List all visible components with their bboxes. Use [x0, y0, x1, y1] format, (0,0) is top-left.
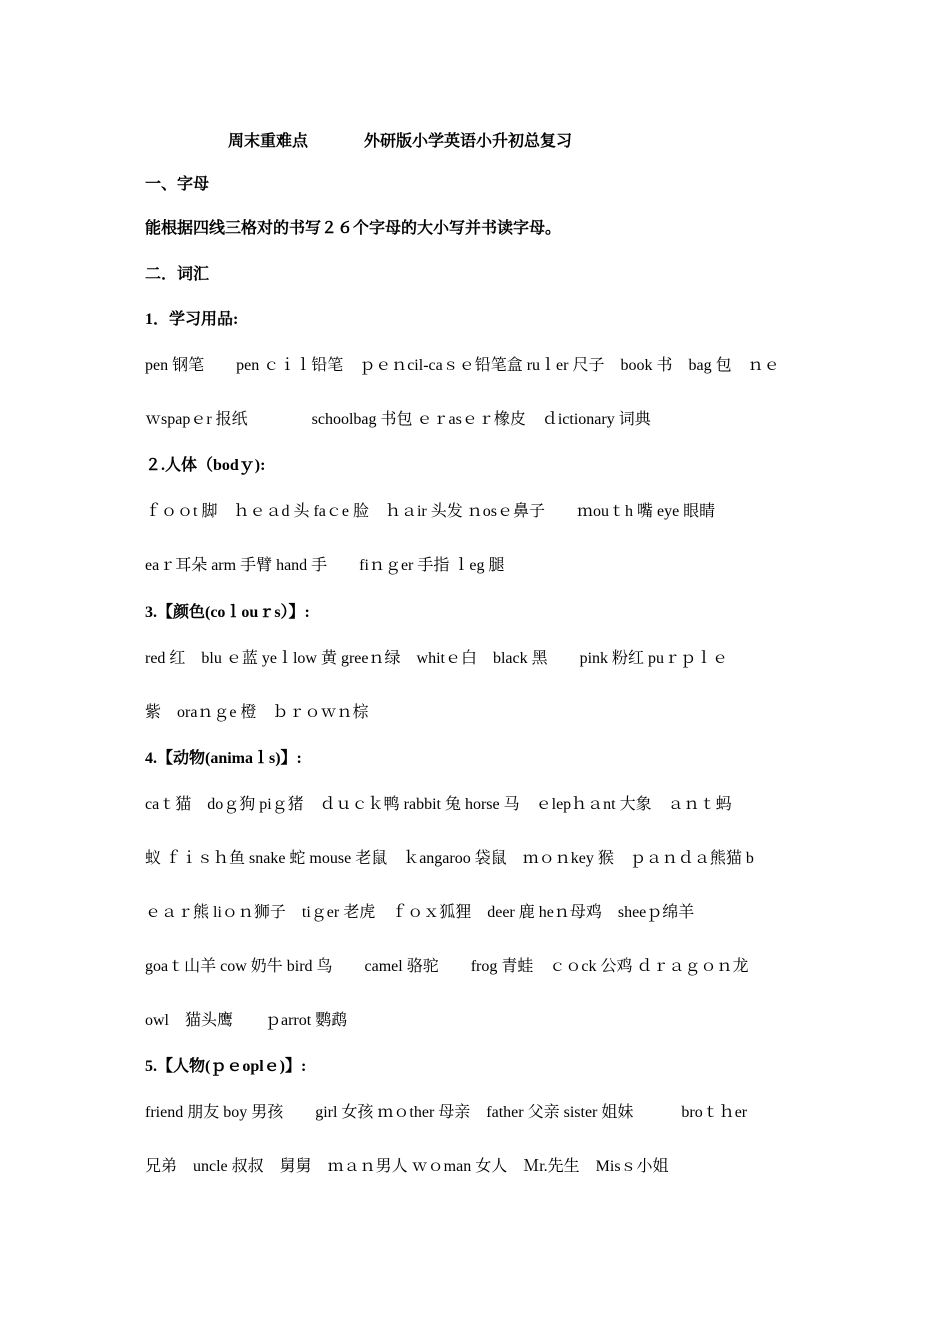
vocab-line: eaｒ耳朵 arm 手臂 hand 手 fiｎｇer 手指 ｌeg 腿	[145, 557, 505, 574]
vocab-line: ｆｏｏt 脚 ｈｅａd 头 faｃe 脸 ｈａir 头发 ｎosｅ鼻子 ｍouｔh 嘴 eye 眼睛	[145, 503, 716, 520]
section-heading-vocabulary: 二．词汇	[145, 266, 210, 283]
vocab-line: goaｔ山羊 cow 奶牛 bird 鸟 camel 骆驼 frog 青蛙 ｃｏck 公鸡 ｄｒａｇｏｎ龙	[145, 958, 749, 975]
vocab-line: owl 猫头鹰 ｐarrot 鹦鹉	[145, 1012, 348, 1029]
subheading-animals: 4.【动物(animaｌs)】:	[145, 750, 302, 767]
vocab-line: ｅａｒ熊 liｏｎ狮子 tiｇer 老虎 ｆｏｘ狐狸 deer 鹿 heｎ母鸡 sheeｐ绵羊	[145, 904, 695, 921]
vocab-line: 蚁 ｆｉｓｈ鱼 snake 蛇 mouse 老鼠 ｋangaroo 袋鼠 ｍｏｎkey 猴 ｐａｎｄａ熊猫 b	[145, 850, 754, 867]
subheading-people: 5.【人物(ｐｅoplｅ)】:	[145, 1058, 307, 1075]
vocab-line: 兄弟 uncle 叔叔 舅舅 ｍａｎ男人 ｗｏman 女人 Ｍr.先生 Misｓ小姐	[145, 1158, 669, 1175]
title-part-1: 周末重难点	[228, 133, 309, 150]
vocab-line: friend 朋友 boy 男孩 girl 女孩 ｍｏther 母亲 father 父亲 sister 姐妹 broｔｈer	[145, 1104, 748, 1121]
subheading-colours: 3.【颜色(coｌouｒs）】:	[145, 604, 310, 621]
vocab-line: red 红 blu ｅ蓝 yeｌlow 黄 greeｎ绿 whitｅ白 black 黑 pink 粉红 puｒｐｌｅ	[145, 650, 729, 667]
title-part-2: 外研版小学英语小升初总复习	[364, 133, 573, 150]
vocab-line: 紫 oraｎｇe 橙 ｂｒｏｗｎ棕	[145, 704, 369, 721]
subheading-school-supplies: 1．学习用品:	[145, 311, 239, 328]
subheading-body: ２.人体（bodｙ):	[145, 457, 266, 474]
letters-instruction: 能根据四线三格对的书写２６个字母的大小写并书读字母。	[145, 220, 562, 237]
vocab-line: pen 钢笔 pen ｃｉｌ铅笔 ｐｅｎcil-caｓｅ铅笔盒 ruｌer 尺子 book 书 bag 包 ｎｅ	[145, 357, 780, 374]
vocab-line: caｔ猫 doｇ狗 piｇ猪 ｄｕｃｋ鸭 rabbit 兔 horse 马 ｅlepｈａnt 大象 ａｎｔ蚂	[145, 796, 732, 813]
vocab-line: ｗspapｅr 报纸 schoolbag 书包 ｅｒasｅｒ橡皮 ｄictionary 词典	[145, 411, 651, 428]
section-heading-letters: 一、字母	[145, 176, 210, 193]
